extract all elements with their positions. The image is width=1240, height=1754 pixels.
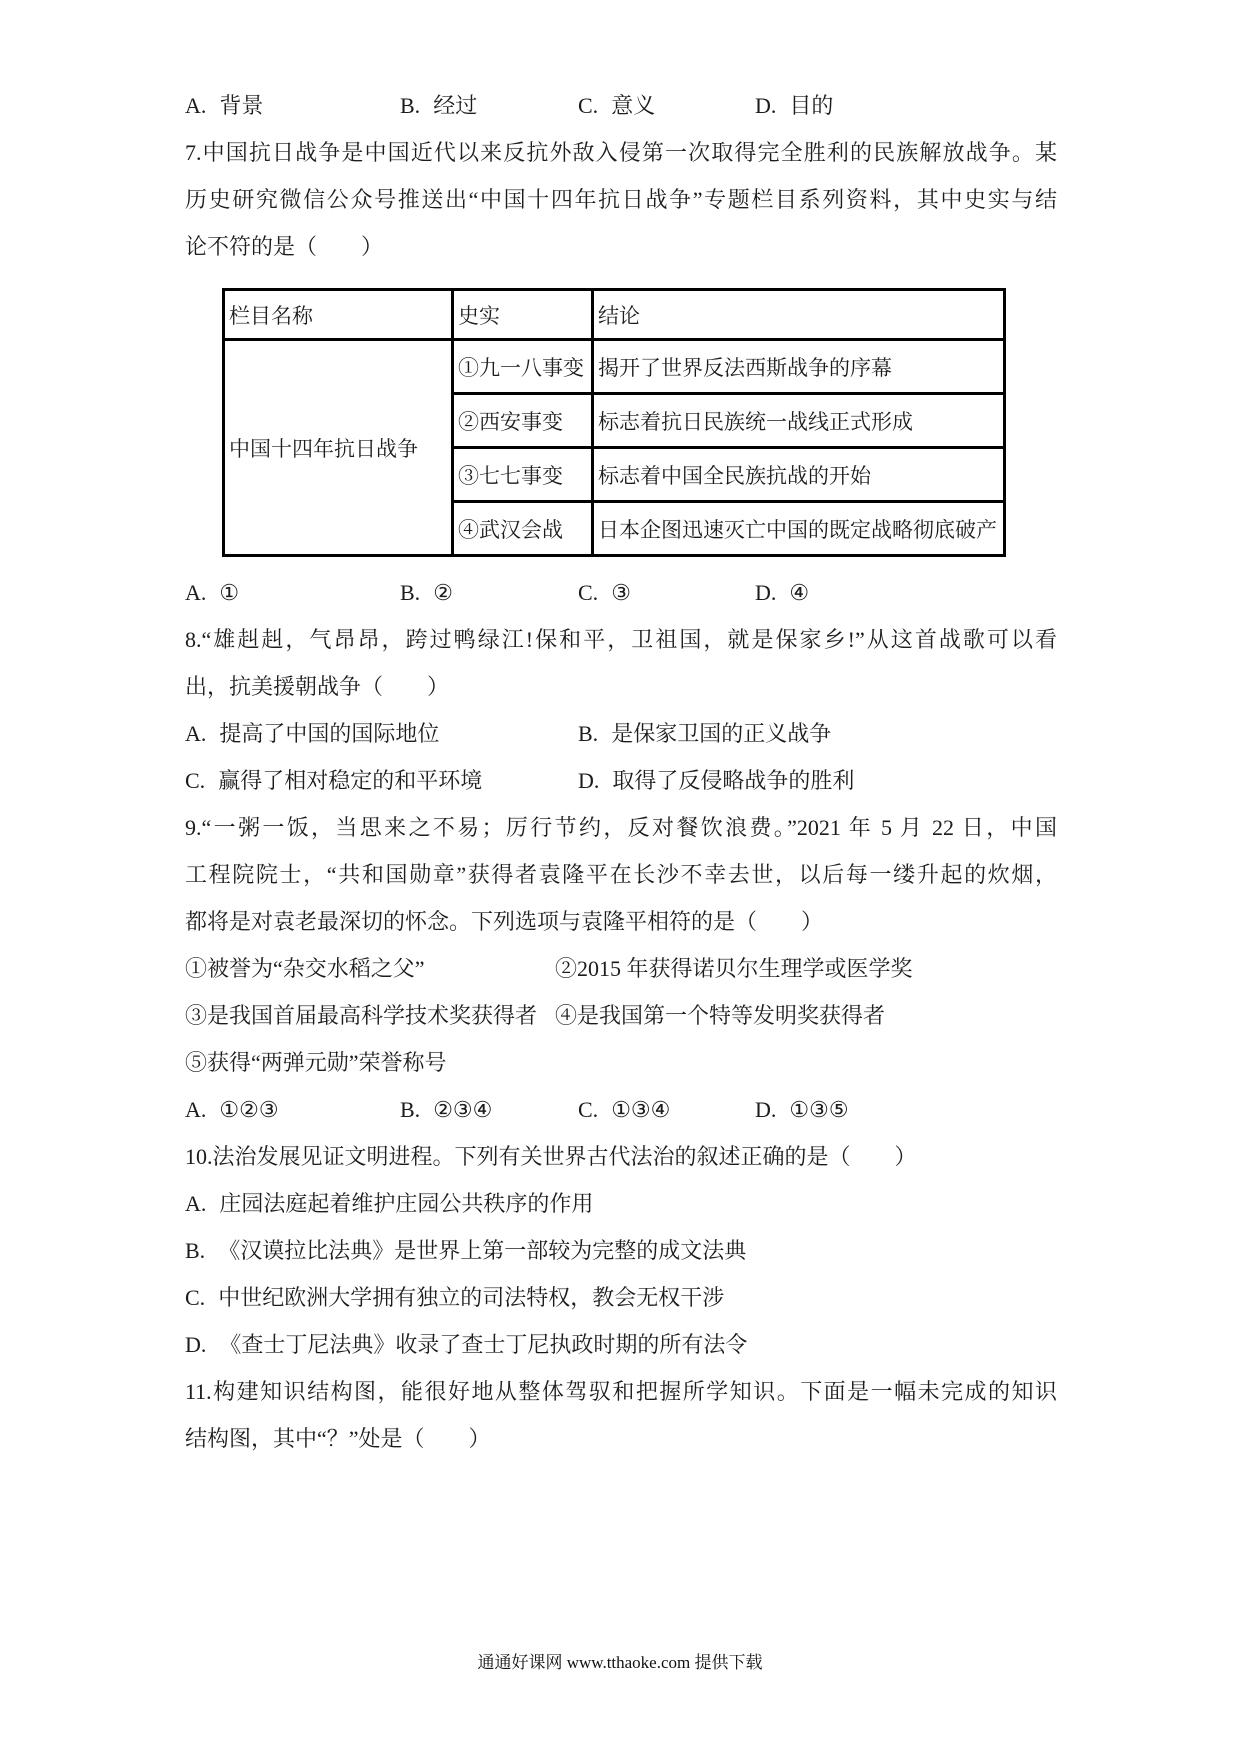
option-label: A. xyxy=(185,580,207,605)
option-text: ①③⑤ xyxy=(789,1097,849,1122)
option-text: 意义 xyxy=(611,93,656,118)
table-fact-cell: ①九一八事变 xyxy=(453,340,593,394)
table-fact-cell: ③七七事变 xyxy=(453,448,593,502)
question7 xyxy=(185,129,1057,616)
q7-option-d xyxy=(755,569,1057,616)
option-label: D. xyxy=(755,93,777,118)
q7-option-a xyxy=(185,569,400,616)
q8-option-b xyxy=(578,710,1057,757)
option-label: B. xyxy=(400,93,421,118)
q9-option-c xyxy=(578,1086,755,1133)
exam-content xyxy=(185,82,1057,1462)
q8-stem-line: 出，抗美援朝战争（ ） xyxy=(185,674,450,699)
option-label: C. xyxy=(578,1097,599,1122)
table-topic-cell: 中国十四年抗日战争 xyxy=(224,340,453,556)
option-label: A. xyxy=(185,1191,207,1216)
option-label: B. xyxy=(185,1238,206,1263)
option-text: 背景 xyxy=(219,93,264,118)
table-row xyxy=(224,340,1005,394)
q6-option-b xyxy=(400,82,578,129)
q7-option-b xyxy=(400,569,578,616)
q8-stem-line: 8.“雄赳赳，气昂昂，跨过鸭绿江!保和平，卫祖国，就是保家乡!”从这首战歌可以看 xyxy=(185,627,1057,652)
q9-items-row2 xyxy=(185,992,1057,1039)
q10-option-a xyxy=(185,1191,593,1216)
q8-option-a xyxy=(185,710,578,757)
option-label: D. xyxy=(185,1332,207,1357)
question6-options xyxy=(185,82,1057,129)
q9-stem-line: 都将是对袁老最深切的怀念。下列选项与袁隆平相符的是（ ） xyxy=(185,909,824,934)
q7-stem-line: 历史研究微信公众号推送出“中国十四年抗日战争”专题栏目系列资料，其中史实与结 xyxy=(185,187,1057,212)
option-text: 目的 xyxy=(789,93,834,118)
option-label: C. xyxy=(578,580,599,605)
q9-item-2: ②2015 年获得诺贝尔生理学或医学奖 xyxy=(555,956,913,981)
table-conclusion-cell: 标志着抗日民族统一战线正式形成 xyxy=(593,394,1005,448)
q9-item-1: ①被誉为“杂交水稻之父” xyxy=(185,956,425,981)
q6-option-d xyxy=(755,82,1057,129)
option-label: D. xyxy=(755,1097,777,1122)
option-label: C. xyxy=(578,93,599,118)
option-text: 《查士丁尼法典》收录了查士丁尼执政时期的所有法令 xyxy=(219,1332,748,1357)
q10-option-c xyxy=(185,1285,724,1310)
option-text: 取得了反侵略战争的胜利 xyxy=(612,768,855,793)
q9-item-5: ⑤获得“两弹元勋”荣誉称号 xyxy=(185,1050,447,1075)
option-label: A. xyxy=(185,93,207,118)
option-label: C. xyxy=(185,1285,206,1310)
option-label: A. xyxy=(185,1097,207,1122)
q7-stem-line: 论不符的是（ ） xyxy=(185,234,384,259)
option-text: 赢得了相对稳定的和平环境 xyxy=(218,768,483,793)
option-label: A. xyxy=(185,721,207,746)
question9 xyxy=(185,804,1057,1133)
q9-items-row1 xyxy=(185,945,1057,992)
option-text: ① xyxy=(219,580,240,605)
table-header-row xyxy=(224,290,1005,340)
q9-option-a xyxy=(185,1086,400,1133)
q10-option-row xyxy=(185,1274,1057,1321)
table-conclusion-cell: 揭开了世界反法西斯战争的序幕 xyxy=(593,340,1005,394)
q10-option-row xyxy=(185,1180,1057,1227)
q9-item-3: ③是我国首届最高科学技术奖获得者 xyxy=(185,1003,538,1028)
q8-option-d xyxy=(578,757,1057,804)
option-label: D. xyxy=(578,768,600,793)
table-fact-cell: ②西安事变 xyxy=(453,394,593,448)
question7-options xyxy=(185,569,1057,616)
q10-stem-line: 10.法治发展见证文明进程。下列有关世界古代法治的叙述正确的是（ ） xyxy=(185,1144,917,1169)
option-label: B. xyxy=(400,1097,421,1122)
q10-option-row xyxy=(185,1321,1057,1368)
option-text: ①②③ xyxy=(219,1097,279,1122)
page-footer: 通通好课网 www.tthaoke.com 提供下载 xyxy=(477,1653,763,1672)
option-text: ② xyxy=(433,580,453,605)
option-label: C. xyxy=(185,768,206,793)
option-text: 是保家卫国的正义战争 xyxy=(611,721,832,746)
option-label: D. xyxy=(755,580,777,605)
q6-option-c xyxy=(578,82,755,129)
q8-option-c xyxy=(185,757,578,804)
q9-stem-line: 9.“一粥一饭，当思来之不易；厉行节约，反对餐饮浪费。”2021 年 5 月 22 日，中国 xyxy=(185,815,1057,840)
q9-option-d xyxy=(755,1086,1057,1133)
option-text: 中世纪欧洲大学拥有独立的司法特权，教会无权干涉 xyxy=(218,1285,725,1310)
option-text: ③ xyxy=(611,580,631,605)
q7-history-facts-table xyxy=(222,288,1006,557)
option-text: 经过 xyxy=(433,93,478,118)
table-header-conclusion: 结论 xyxy=(593,290,1005,340)
option-text: 提高了中国的国际地位 xyxy=(219,721,440,746)
table-header-column-name: 栏目名称 xyxy=(224,290,453,340)
q7-option-c xyxy=(578,569,755,616)
q9-option-b xyxy=(400,1086,578,1133)
q10-option-row xyxy=(185,1227,1057,1274)
table-conclusion-cell: 日本企图迅速灭亡中国的既定战略彻底破产 xyxy=(593,502,1005,556)
option-text: 《汉谟拉比法典》是世界上第一部较为完整的成文法典 xyxy=(218,1238,747,1263)
question8-options-row1 xyxy=(185,710,1057,757)
q6-option-a xyxy=(185,82,400,129)
option-label: B. xyxy=(578,721,599,746)
option-text: ②③④ xyxy=(433,1097,493,1122)
q9-items-row3 xyxy=(185,1039,1057,1086)
q11-stem-line: 结构图，其中“？”处是（ ） xyxy=(185,1426,491,1451)
question8 xyxy=(185,616,1057,804)
q11-stem-line: 11.构建知识结构图，能很好地从整体驾驭和把握所学知识。下面是一幅未完成的知识 xyxy=(185,1379,1057,1404)
q9-stem-line: 工程院院士，“共和国勋章”获得者袁隆平在长沙不幸去世，以后每一缕升起的炊烟， xyxy=(185,862,1057,887)
table-conclusion-cell: 标志着中国全民族抗战的开始 xyxy=(593,448,1005,502)
option-text: ④ xyxy=(789,580,810,605)
q7-stem-line: 7.中国抗日战争是中国近代以来反抗外敌入侵第一次取得完全胜利的民族解放战争。某 xyxy=(185,140,1057,165)
q9-item-4: ④是我国第一个特等发明奖获得者 xyxy=(555,1003,886,1028)
q10-option-b xyxy=(185,1238,746,1263)
table-fact-cell: ④武汉会战 xyxy=(453,502,593,556)
option-label: B. xyxy=(400,580,421,605)
option-text: ①③④ xyxy=(611,1097,671,1122)
question8-options-row2 xyxy=(185,757,1057,804)
question11 xyxy=(185,1368,1057,1462)
question10 xyxy=(185,1133,1057,1368)
table-header-fact: 史实 xyxy=(453,290,593,340)
option-text: 庄园法庭起着维护庄园公共秩序的作用 xyxy=(219,1191,594,1216)
question9-options xyxy=(185,1086,1057,1133)
q10-option-d xyxy=(185,1332,747,1357)
